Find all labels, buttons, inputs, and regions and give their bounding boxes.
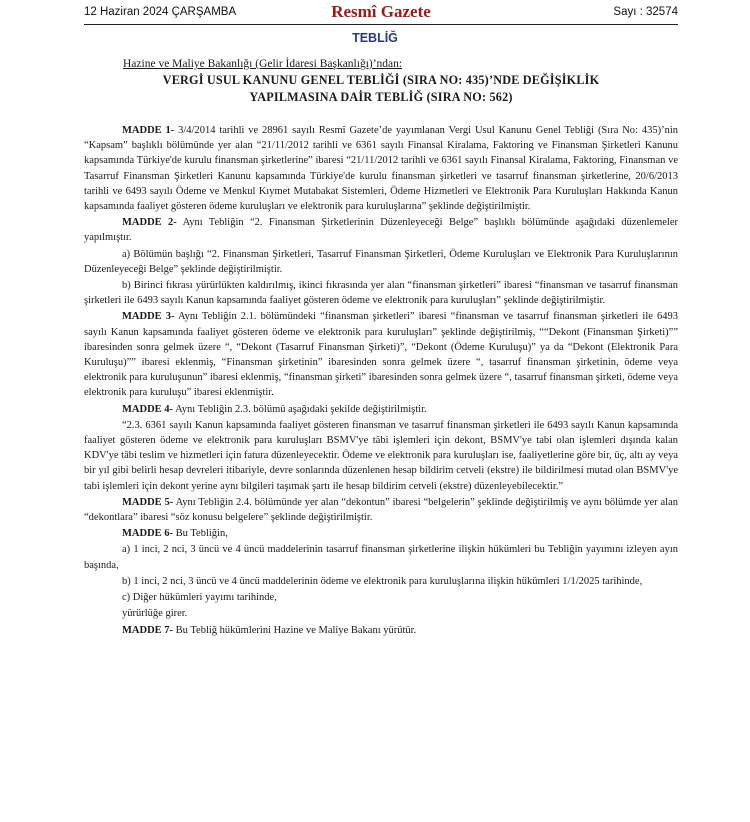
article-heading: MADDE 7- (122, 624, 174, 636)
paragraph (84, 542, 678, 572)
gazette-title: Resmî Gazete (331, 2, 431, 21)
header-divider (84, 24, 678, 25)
article-heading: MADDE 2- (122, 217, 177, 229)
paragraph (84, 123, 678, 214)
paragraph (84, 402, 678, 417)
paragraph-text: a) Bölümün başlığı “2. Finansman Şirketleri, Tasarruf Finansman Şirketleri, Ödeme Kuruluşları ve Elektronik Para Kuruluşlarının Düzenleyeceği Belge” şeklinde değiştirilmiştir. (84, 248, 678, 275)
document-title-line-1: VERGİ USUL KANUNU GENEL TEBLİĞİ (SIRA NO: 435)’NDE DEĞİŞİKLİK (162, 73, 600, 87)
paragraph-text: 3/4/2014 tarihli ve 28961 sayılı Resmî Gazete’de yayımlanan Vergi Usul Kanunu Genel Tebliği (Sıra No: 435)’nin “Kapsam” başlıklı bölümünde yer alan “21/11/2012 tarihli ve 6361 sayılı Finansal Kiralama, Faktoring ve Finansman Şirketleri Kanunu kapsamında Türkiye'de kurulu finansman şirketlerine” ibaresi “21/11/2012 tarihli ve 6361 sayılı Finansal Kiralama, Faktoring, Finansman ve Tasarruf Finansman Şirketleri Kanunu kapsamında Türkiye'de kurulu finansman şirketleri ve tasarruf finansman şirketlerine, 20/6/2013 tarihli ve 6493 sayılı Ödeme ve Menkul Kıymet Mutabakat Sistemleri, Ödeme Hizmetleri ve Elektronik Para Kuruluşları Hakkında Kanun kapsamında faaliyet gösteren ödeme kuruluşları ve elektronik para kuruluşlarına” şeklinde değiştirilmiştir. (84, 125, 678, 213)
article-heading: MADDE 3- (122, 311, 175, 323)
paragraph (84, 495, 678, 525)
paragraph-text: Aynı Tebliğin 2.3. bölümü aşağıdaki şekilde değiştirilmiştir. (173, 403, 427, 415)
issue-date: 12 Haziran 2024 ÇARŞAMBA (84, 6, 237, 18)
paragraph (84, 526, 678, 541)
issuing-ministry: Hazine ve Maliye Bakanlığı (Gelir İdaresi Başkanlığı)’ndan: (123, 58, 403, 70)
paragraph (84, 623, 678, 638)
paragraph-text: Aynı Tebliğin “2. Finansman Şirketlerinin Düzenleyeceği Belge” başlıklı bölümünde aşağıdaki düzenlemeler yapılmıştır. (84, 217, 678, 244)
article-heading: MADDE 5- (122, 496, 174, 508)
document-title-line-2: YAPILMASINA DAİR TEBLİĞ (SIRA NO: 562) (249, 90, 513, 104)
document-body (84, 123, 678, 638)
paragraph-text: “2.3. 6361 sayılı Kanun kapsamında faaliyet gösteren finansman ve tasarruf finansman şirketleri ile 6493 sayılı Kanun kapsamında faaliyet gösteren ödeme ve elektronik para kuruluşları BSMV'ye tâbi işlemleri için dekont, BSMV'ye tabi olan işlemleri dışında kalan KDV'ye tâbi teslim ve hizmetleri için fatura düzenleyecektir. Ödeme ve elektronik para kuruluşları ise, faaliyetlerine göre bir, üç, altı ay veya bir yıl gibi belirli hesap devreleri itibariyle, devre sonlarında düzenlenen hesap bildirim cetveli (ekstre) ile bildirilmesi mutad olan BSMV'ye tabi işlemleri için dekont yerine aynı bilgileri taşımak şartı ile hesap bildirim cetveli (ekstre) düzenleyebilecektir.” (84, 419, 678, 492)
section-label: TEBLİĞ (352, 31, 398, 45)
paragraph-text: b) 1 inci, 2 nci, 3 üncü ve 4 üncü maddelerinin ödeme ve elektronik para kuruluşlarına ilişkin hükümleri 1/1/2025 tarihinde, (122, 575, 643, 587)
gazette-header (84, 2, 678, 24)
paragraph-text: Bu Tebliğ hükümlerini Hazine ve Maliye Bakanı yürütür. (173, 624, 417, 636)
paragraph-text: yürürlüğe girer. (122, 608, 188, 620)
paragraph (84, 418, 678, 494)
article-heading: MADDE 1- (122, 125, 175, 136)
article-heading: MADDE 6- (122, 528, 174, 540)
paragraph-text: a) 1 inci, 2 nci, 3 üncü ve 4 üncü maddelerinin tasarruf finansman şirketlerine ilişkin hükümleri bu Tebliğin yayımını izleyen ayın başında, (84, 544, 678, 571)
paragraph-text: c) Diğer hükümleri yayımı tarihinde, (122, 592, 277, 604)
issue-number: Sayı : 32574 (613, 6, 678, 18)
article-heading: MADDE 4- (122, 403, 174, 415)
paragraph-text: b) Birinci fıkrası yürürlükten kaldırılmış, ikinci fıkrasında yer alan “finansman şirketleri” ibaresi “finansman ve tasarruf finansman şirketleri ile 6493 sayılı Kanun kapsamında faaliyet gösteren ödeme ve elektronik para kuruluşları” şeklinde değiştirilmiştir. (84, 280, 678, 307)
paragraph-text: Aynı Tebliğin 2.1. bölümündeki “finansman şirketleri” ibaresi “finansman ve tasarruf finansman şirketleri ile 6493 sayılı Kanun kapsamında faaliyet gösteren ödeme ve elektronik para kuruluşları” şeklinde değiştirilmiş, ““Dekont (Finansman Şirketi)”” ibaresinden sonra gelmek üzere “, “Dekont (Tasarruf Finansman Şirketi)”, “Dekont (Ödeme Kuruluşu)” ya da “Dekont (Elektronik Para Kuruluşu)”” ibaresi eklenmiş, “Finansman şirketinin” ibaresinden sonra gelmek üzere “, tasarruf finansman şirketinin, ödeme veya elektronik para kuruluşunun” ibaresi eklenmiş, “finansman şirketi” ibaresinden sonra gelmek üzere “, tasarruf finansman şirketi, ödeme veya elektronik para kuruluşu” ibaresi eklenmiştir. (84, 311, 678, 399)
paragraph (84, 247, 678, 277)
paragraph-text: Bu Tebliğin, (173, 528, 228, 540)
paragraph (84, 606, 678, 621)
paragraph (84, 215, 678, 245)
paragraph (84, 278, 678, 308)
paragraph (84, 309, 678, 400)
paragraph (84, 574, 678, 589)
paragraph-text: Aynı Tebliğin 2.4. bölümünde yer alan “dekontun” ibaresi “belgelerin” şeklinde değiştirilmiş ve aynı bölümde yer alan “dekontlara” ibaresi “söz konusu belgelere” şeklinde değiştirilmiştir. (84, 496, 678, 524)
paragraph (84, 590, 678, 605)
